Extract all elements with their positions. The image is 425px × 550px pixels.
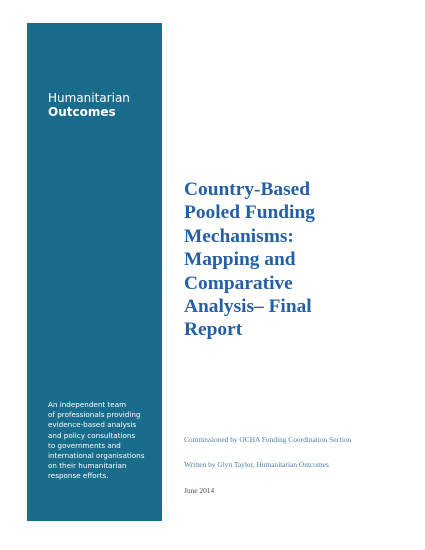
- org-name-line2: Outcomes: [48, 105, 116, 119]
- org-name-line1: Humanitarian: [48, 91, 130, 105]
- organization-logo-text: [48, 91, 158, 119]
- report-date: June 2014: [184, 486, 215, 495]
- author-line: Written by Glyn Taylor, Humanitarian Outcomes: [184, 460, 329, 469]
- commissioned-by: Commissioned by OCHA Funding Coordination Section: [184, 435, 352, 444]
- report-title: Country-Based Pooled Funding Mechanisms: Mapping and Comparative Analysis– Final Report: [184, 179, 315, 341]
- organization-description: An independent team of professionals providing evidence-based analysis and policy consultations to governments and international organisations on their humanitarian response efforts.: [48, 400, 145, 481]
